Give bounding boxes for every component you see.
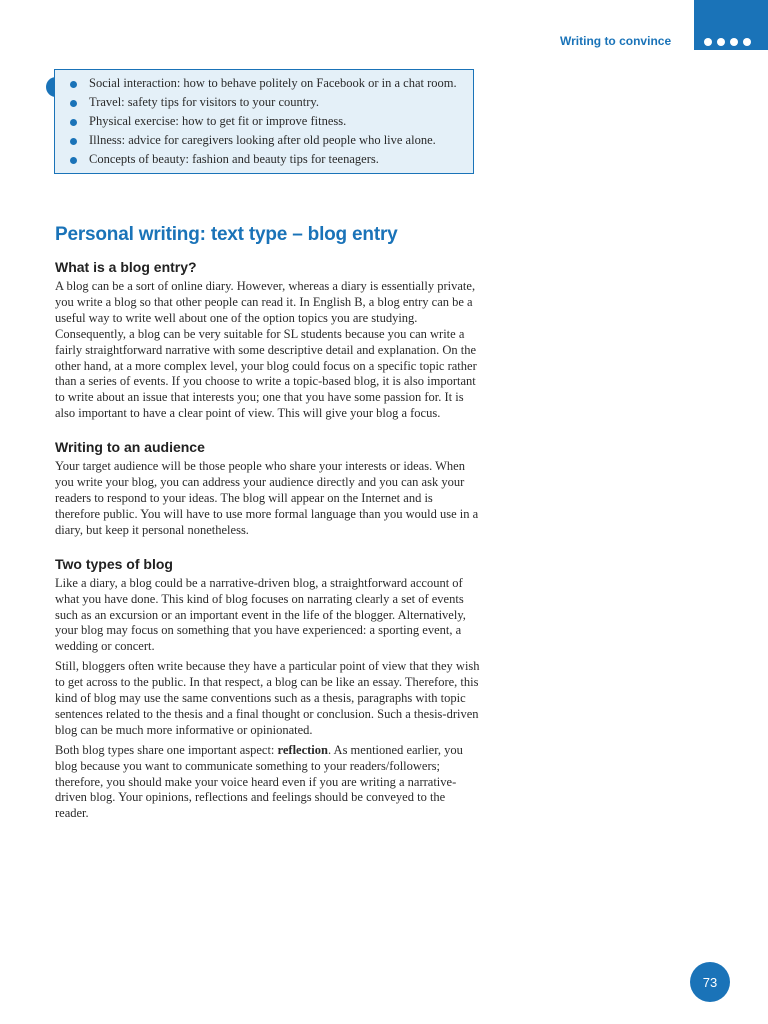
section-heading: Writing to an audience	[55, 439, 205, 456]
header-dots-icon	[704, 38, 751, 46]
topic-list	[55, 76, 473, 168]
dot-icon	[717, 38, 725, 46]
running-header: Writing to convince	[560, 34, 672, 48]
text-run: Both blog types share one important aspect:	[55, 742, 278, 757]
section-what-is-blog	[55, 259, 480, 422]
topic-box	[54, 69, 474, 174]
paragraph: Your target audience will be those people who share your interests or ideas. When you write your blog, you can address your audience directly and you can ask your readers to respond to your ideas. The blog will appear on the Internet and is therefore public. You will have to use more formal language than you would use in a diary, but keep it personal nonetheless.	[55, 459, 479, 537]
list-item: Travel: safety tips for visitors to your country.	[69, 95, 463, 111]
paragraph: Still, bloggers often write because they have a particular point of view that they wish to get across to the public. In that respect, a blog can be like an essay. Therefore, this kind of blog may use the same conventions such as a thesis, paragraphs with topic sentences related to the thesis and a final thought or conclusion. Such a thesis-driven blog can be much more informative or opinionated.	[55, 659, 480, 737]
dot-icon	[743, 38, 751, 46]
section-heading: Two types of blog	[55, 555, 173, 572]
list-item: Physical exercise: how to get fit or improve fitness.	[69, 114, 463, 130]
page-title: Personal writing: text type – blog entry	[55, 224, 398, 245]
section-heading: What is a blog entry?	[55, 259, 197, 275]
page-number: 73	[690, 962, 730, 1002]
bold-term: reflection	[277, 742, 328, 757]
list-item: Illness: advice for caregivers looking after old people who live alone.	[69, 133, 463, 149]
dot-icon	[730, 38, 738, 46]
paragraph: Like a diary, a blog could be a narrative-driven blog, a straightforward account of what you have done. This kind of blog focuses on narrating clearly a set of events such as an excursion or an important event in the life of the blogger. Alternatively, your blog may focus on something that you have experienced: a sporting event, a wedding or concert.	[55, 575, 466, 654]
main-content	[55, 224, 480, 839]
dot-icon	[704, 38, 712, 46]
list-item: Concepts of beauty: fashion and beauty tips for teenagers.	[69, 152, 463, 168]
paragraph: A blog can be a sort of online diary. However, whereas a diary is essentially private, you write a blog so that other people can read it. In English B, a blog entry can be a useful way to write well about one of the option topics you are studying. Consequently, a blog can be very suitable for SL students because you can write a fairly straightforward narrative with some descriptive detail and explanation. On the other hand, at a more complex level, your blog could focus on a specific topic rather than a series of events. If you choose to write a topic-based blog, it is also important to write about an issue that interests you; one that you have some passion for. It is also important to have a clear point of view. This will give your blog a focus.	[55, 279, 477, 421]
text-run: . As mentioned earlier, you blog because you want to communicate something to your readers/followers; therefore, you should make your voice heard even if you are writing a narrative-driven blog. Your opinions, reflections and feelings should be conveyed to the reader.	[55, 742, 463, 821]
section-audience	[55, 439, 480, 539]
paragraph	[55, 743, 480, 823]
section-two-types	[55, 556, 480, 823]
list-item: Social interaction: how to behave politely on Facebook or in a chat room.	[69, 76, 463, 92]
